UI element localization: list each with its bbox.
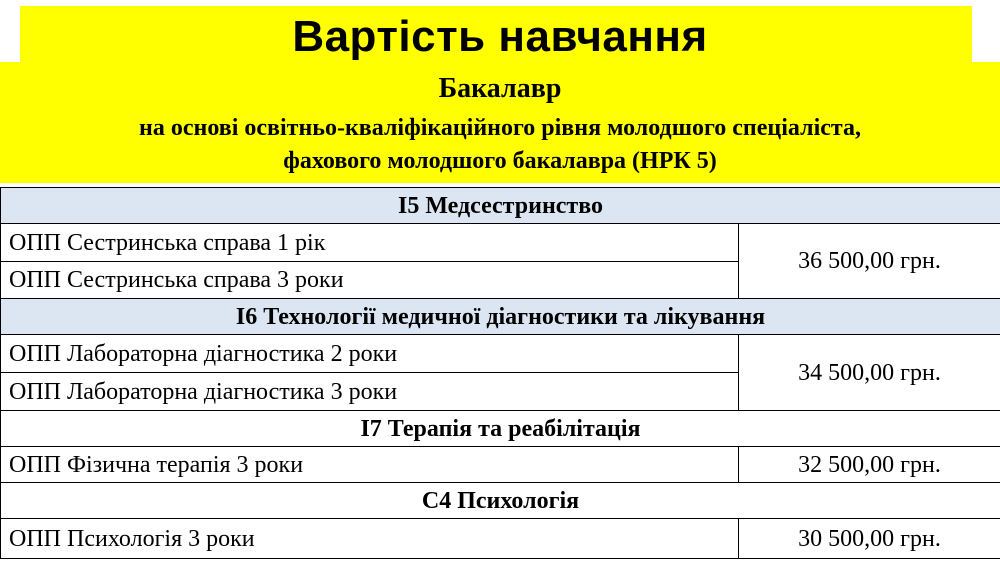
tuition-table: [0, 187, 1000, 559]
program-name: ОПП Лабораторна діагностика 2 роки: [1, 335, 739, 373]
basis-line-2: фахового молодшого бакалавра (НРК 5): [283, 148, 717, 174]
basis-line-1: на основі освітньо-кваліфікаційного рівня молодшого спеціаліста,: [139, 115, 861, 141]
program-name: ОПП Сестринська справа 3 роки: [1, 262, 739, 299]
section-row: [1, 188, 1000, 224]
program-name: ОПП Лабораторна діагностика 3 роки: [1, 373, 739, 411]
table-row: [1, 224, 1000, 262]
section-heading-psychology: С4 Психологія: [1, 483, 1000, 519]
table-row: [1, 447, 1000, 483]
program-price: 36 500,00 грн.: [739, 224, 1000, 299]
program-price: 34 500,00 грн.: [739, 335, 1000, 411]
program-name: ОПП Психологія 3 роки: [1, 519, 739, 559]
program-name: ОПП Фізична терапія 3 роки: [1, 447, 739, 483]
table-row: [1, 335, 1000, 373]
section-heading-diagnostics: І6 Технології медичної діагностики та лікування: [1, 299, 1000, 335]
section-heading-nursing: І5 Медсестринство: [1, 188, 1000, 224]
section-row: [1, 411, 1000, 447]
section-heading-therapy: І7 Терапія та реабілітація: [1, 411, 1000, 447]
section-row: [1, 299, 1000, 335]
program-name: ОПП Сестринська справа 1 рік: [1, 224, 739, 262]
program-price: 32 500,00 грн.: [739, 447, 1000, 483]
table-row: [1, 519, 1000, 559]
page-title: Вартість навчання: [292, 12, 708, 61]
program-price: 30 500,00 грн.: [739, 519, 1000, 559]
degree-heading: Бакалавр: [438, 73, 562, 104]
section-row: [1, 483, 1000, 519]
